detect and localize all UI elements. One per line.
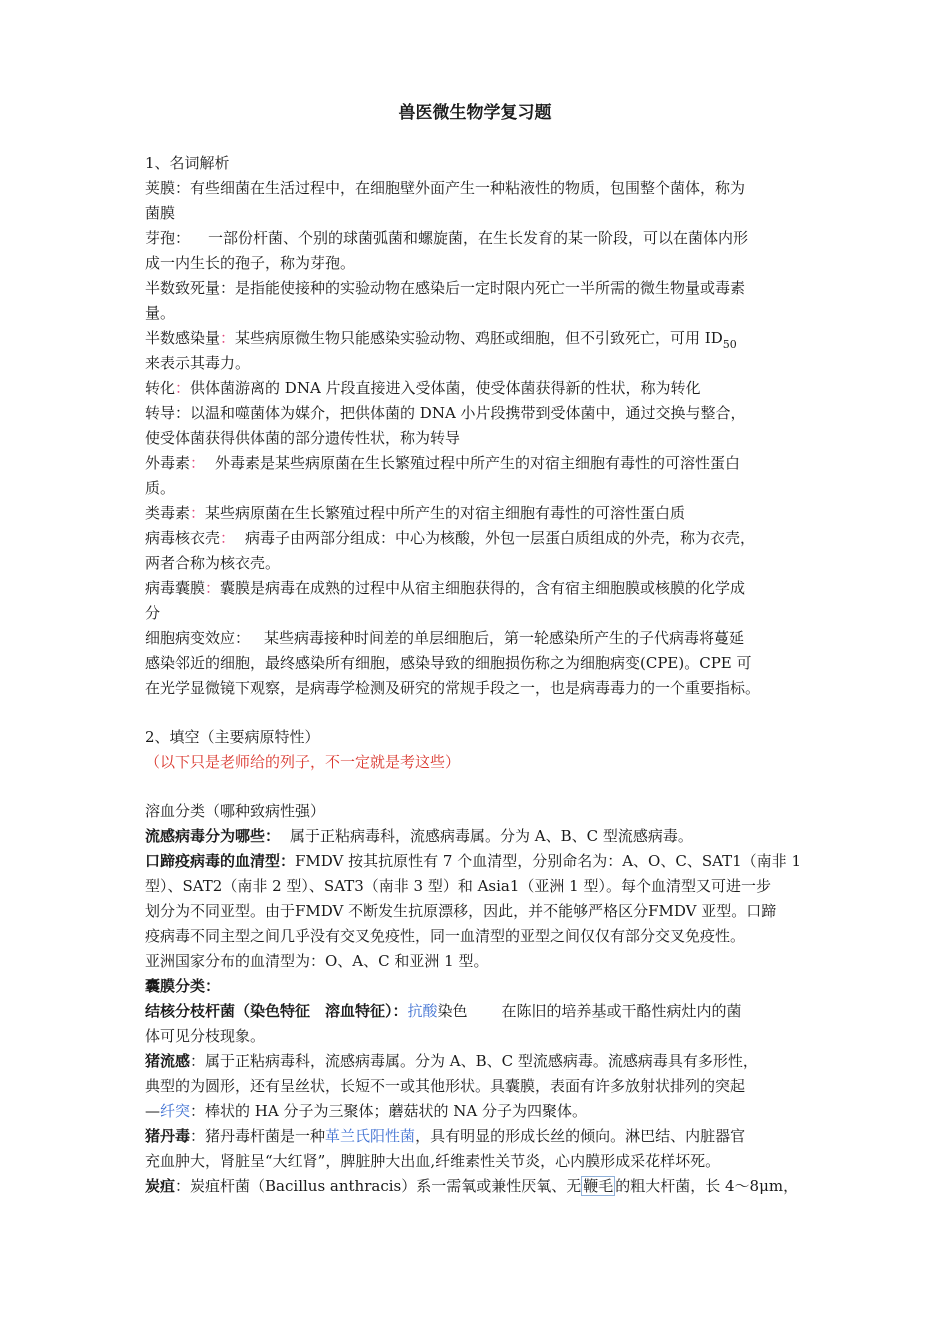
flagella-text: 鞭毛 bbox=[583, 1177, 614, 1195]
term-label: 转化 bbox=[145, 379, 176, 397]
subscript-50: 50 bbox=[722, 338, 737, 351]
term-definition: 一部份杆菌、个别的球菌弧菌和螺旋菌，在生长发育的某一阶段，可以在菌体内形 bbox=[208, 229, 749, 247]
term-spore-cont: 成一内生长的孢子，称为芽孢。 bbox=[145, 254, 356, 272]
item-swine-flu-cont1: 典型的为圆形，还有呈丝状，长短不一或其他形状。具囊膜，表面有许多放射状排列的突起 bbox=[145, 1077, 746, 1095]
item-erysipelas-cont: 充血肿大，肾脏呈“大红肾”，脾脏肿大出血,纤维素性关节炎，心内膜形成采花样坏死。 bbox=[145, 1152, 721, 1170]
item-text: 属于正粘病毒科，流感病毒属。分为 A、B、C 型流感病毒。流感病毒具有多形性， bbox=[205, 1052, 758, 1070]
term-label: 外毒素 bbox=[145, 454, 191, 472]
item-label: 流感病毒分为哪些： bbox=[145, 827, 281, 845]
item-fmdv-cont4: 亚洲国家分布的血清型为：O、A、C 和亚洲 1 型。 bbox=[145, 952, 489, 970]
item-label: 炭疽 bbox=[145, 1177, 176, 1195]
term-transduction: 转导：以温和噬菌体为媒介，把供体菌的 DNA 小片段携带到受体菌中，通过交换与整合， bbox=[145, 404, 746, 422]
item-label: 猪流感 bbox=[145, 1052, 191, 1070]
term-toxoid: 类毒素：某些病原菌在生长繁殖过程中所产生的对宿主细胞有毒性的可溶性蛋白质 bbox=[145, 504, 686, 522]
item-tb: 结核分枝杆菌（染色特征 溶血特征）：抗酸染色 在陈旧的培养基或干酪性病灶内的菌 bbox=[145, 1002, 742, 1020]
item-tb-cont: 体可见分枝现象。 bbox=[145, 1027, 266, 1045]
term-definition: 有些细菌在生活过程中，在细胞壁外面产生一种粘液性的物质，包围整个菌体，称为 bbox=[190, 179, 746, 197]
term-definition: 以温和噬菌体为媒介，把供体菌的 DNA 小片段携带到受体菌中，通过交换与整合， bbox=[190, 404, 746, 422]
term-definition: 囊膜是病毒在成熟的过程中从宿主细胞获得的，含有宿主细胞膜或核膜的化学成 bbox=[220, 579, 746, 597]
item-fmdv-cont1: 型）、SAT2（南非 2 型）、SAT3（南非 3 型）和 Asia1（亚洲 1 型）。每个血清型又可进一步 bbox=[145, 877, 771, 895]
term-capsule-cont: 菌膜 bbox=[145, 204, 176, 222]
section2-heading: 2、填空（主要病原特性） bbox=[145, 728, 320, 746]
term-nucleocapsid-cont: 两者合称为核衣壳。 bbox=[145, 554, 281, 572]
item-swine-flu-cont2: —纤突：棒状的 HA 分子为三聚体；蘑菇状的 NA 分子为四聚体。 bbox=[145, 1102, 587, 1120]
item-anthrax: 炭疽：炭疽杆菌（Bacillus anthracis）系一需氧或兼性厌氧、无 鞭毛 的粗大杆菌，长 4～8μm， bbox=[145, 1177, 799, 1195]
term-transformation: 转化：供体菌游离的 DNA 片段直接进入受体菌，使受体菌获得新的性状，称为转化 bbox=[145, 379, 701, 397]
gram-positive-text: 革兰氏阳性菌 bbox=[325, 1127, 416, 1145]
term-id50: 半数感染量：某些病原微生物只能感染实验动物、鸡胚或细胞，但不引致死亡，可用 $ID_{50}$ bbox=[145, 329, 737, 351]
hemolysis-heading: 溶血分类（哪种致病性强） bbox=[145, 802, 326, 820]
item-label: 猪丹毒 bbox=[145, 1127, 191, 1145]
term-definition: 供体菌游离的 DNA 片段直接进入受体菌，使受体菌获得新的性状，称为转化 bbox=[190, 379, 701, 397]
item-influenza bbox=[145, 826, 693, 846]
section2-note: （以下只是老师给的列子，不一定就是考这些） bbox=[145, 753, 461, 771]
term-id50-cont: 来表示其毒力。 bbox=[145, 354, 251, 372]
term-nucleocapsid: 病毒核衣壳： 病毒子由两部分组成：中心为核酸，外包一层蛋白质组成的外壳，称为衣壳， bbox=[145, 529, 756, 547]
document-title: 兽医微生物学复习题 bbox=[398, 103, 552, 123]
term-definition: 外毒素是某些病原菌在生长繁殖过程中所产生的对宿主细胞有毒性的可溶性蛋白 bbox=[215, 454, 741, 472]
term-exotoxin-cont: 质。 bbox=[145, 479, 176, 497]
term-label: 荚膜 bbox=[145, 179, 176, 197]
item-fmdv bbox=[145, 851, 801, 871]
term-envelope: 病毒囊膜：囊膜是病毒在成熟的过程中从宿主细胞获得的，含有宿主细胞膜或核膜的化学成 bbox=[145, 579, 746, 597]
term-envelope-cont: 分 bbox=[145, 604, 161, 622]
term-label: 半数感染量 bbox=[145, 329, 221, 347]
item-fmdv-cont3: 疫病毒不同主型之间几乎没有交叉免疫性，同一血清型的亚型之间仅仅有部分交叉免疫性。 bbox=[145, 927, 746, 945]
term-label: 类毒素 bbox=[145, 504, 191, 522]
term-transduction-cont: 使受体菌获得供体菌的部分遗传性状，称为转导 bbox=[145, 429, 461, 447]
item-fmdv-cont2: 划分为不同亚型。由于FMDV 不断发生抗原漂移，因此，并不能够严格区分FMDV 亚型。口蹄 bbox=[145, 902, 777, 920]
term-capsule: 荚膜：有些细菌在生活过程中，在细胞壁外面产生一种粘液性的物质，包围整个菌体，称为 bbox=[145, 179, 746, 197]
item-swine-flu: 猪流感：属于正粘病毒科，流感病毒属。分为 A、B、C 型流感病毒。流感病毒具有多形性， bbox=[145, 1052, 758, 1070]
item-text: 属于正粘病毒科，流感病毒属。分为 A、B、C 型流感病毒。 bbox=[290, 827, 693, 845]
item-erysipelas: 猪丹毒：猪丹毒杆菌是一种革兰氏阳性菌，具有明显的形成长丝的倾向。淋巴结、内脏器官 bbox=[145, 1127, 746, 1145]
term-spore: 芽孢： 一部份杆菌、个别的球菌弧菌和螺旋菌，在生长发育的某一阶段，可以在菌体内形 bbox=[145, 229, 749, 247]
section1-heading: 1、名词解析 bbox=[145, 154, 230, 172]
term-definition: 是指能使接种的实验动物在感染后一定时限内死亡一半所需的微生物量或毒素 bbox=[235, 279, 746, 297]
term-cpe-cont2: 在光学显微镜下观察，是病毒学检测及研究的常规手段之一，也是病毒毒力的一个重要指标。 bbox=[145, 679, 761, 697]
term-exotoxin: 外毒素： 外毒素是某些病原菌在生长繁殖过程中所产生的对宿主细胞有毒性的可溶性蛋白 bbox=[145, 454, 741, 472]
term-ld50: 半数致死量：是指能使接种的实验动物在感染后一定时限内死亡一半所需的微生物量或毒素 bbox=[145, 279, 746, 297]
term-definition: 某些病原微生物只能感染实验动物、鸡胚或细胞，但不引致死亡，可用 ID bbox=[235, 329, 723, 347]
acid-fast-text: 抗酸 bbox=[407, 1002, 438, 1020]
term-cpe-cont1: 感染邻近的细胞，最终感染所有细胞，感染导致的细胞损伤称之为细胞病变(CPE)。CPE 可 bbox=[145, 654, 752, 672]
term-label: 转导 bbox=[145, 404, 176, 422]
item-label: 结核分枝杆菌（染色特征 溶血特征）： bbox=[145, 1002, 408, 1020]
term-definition: 某些病毒接种时间差的单层细胞后，第一轮感染所产生的子代病毒将蔓延 bbox=[264, 629, 745, 647]
term-label: 病毒囊膜 bbox=[145, 579, 206, 597]
capsule-class-heading: 囊膜分类： bbox=[145, 977, 221, 995]
term-label: 半数致死量 bbox=[145, 279, 221, 297]
term-label: 芽孢 bbox=[145, 229, 176, 247]
item-label: 口蹄疫病毒的血清型： bbox=[145, 852, 296, 870]
item-text: FMDV 按其抗原性有 7 个血清型，分别命名为：A、O、C、SAT1（南非 1 bbox=[295, 852, 801, 870]
spike-text: 纤突 bbox=[160, 1102, 191, 1120]
term-definition: 某些病原菌在生长繁殖过程中所产生的对宿主细胞有毒性的可溶性蛋白质 bbox=[205, 504, 686, 522]
term-cpe: 细胞病变效应： 某些病毒接种时间差的单层细胞后，第一轮感染所产生的子代病毒将蔓延 bbox=[145, 629, 745, 647]
term-ld50-cont: 量。 bbox=[145, 304, 176, 322]
term-label: 细胞病变效应 bbox=[145, 629, 236, 647]
term-definition: 病毒子由两部分组成：中心为核酸，外包一层蛋白质组成的外壳，称为衣壳， bbox=[245, 529, 756, 547]
item-text: 在陈旧的培养基或干酪性病灶内的菌 bbox=[501, 1002, 742, 1020]
term-label: 病毒核衣壳 bbox=[145, 529, 221, 547]
